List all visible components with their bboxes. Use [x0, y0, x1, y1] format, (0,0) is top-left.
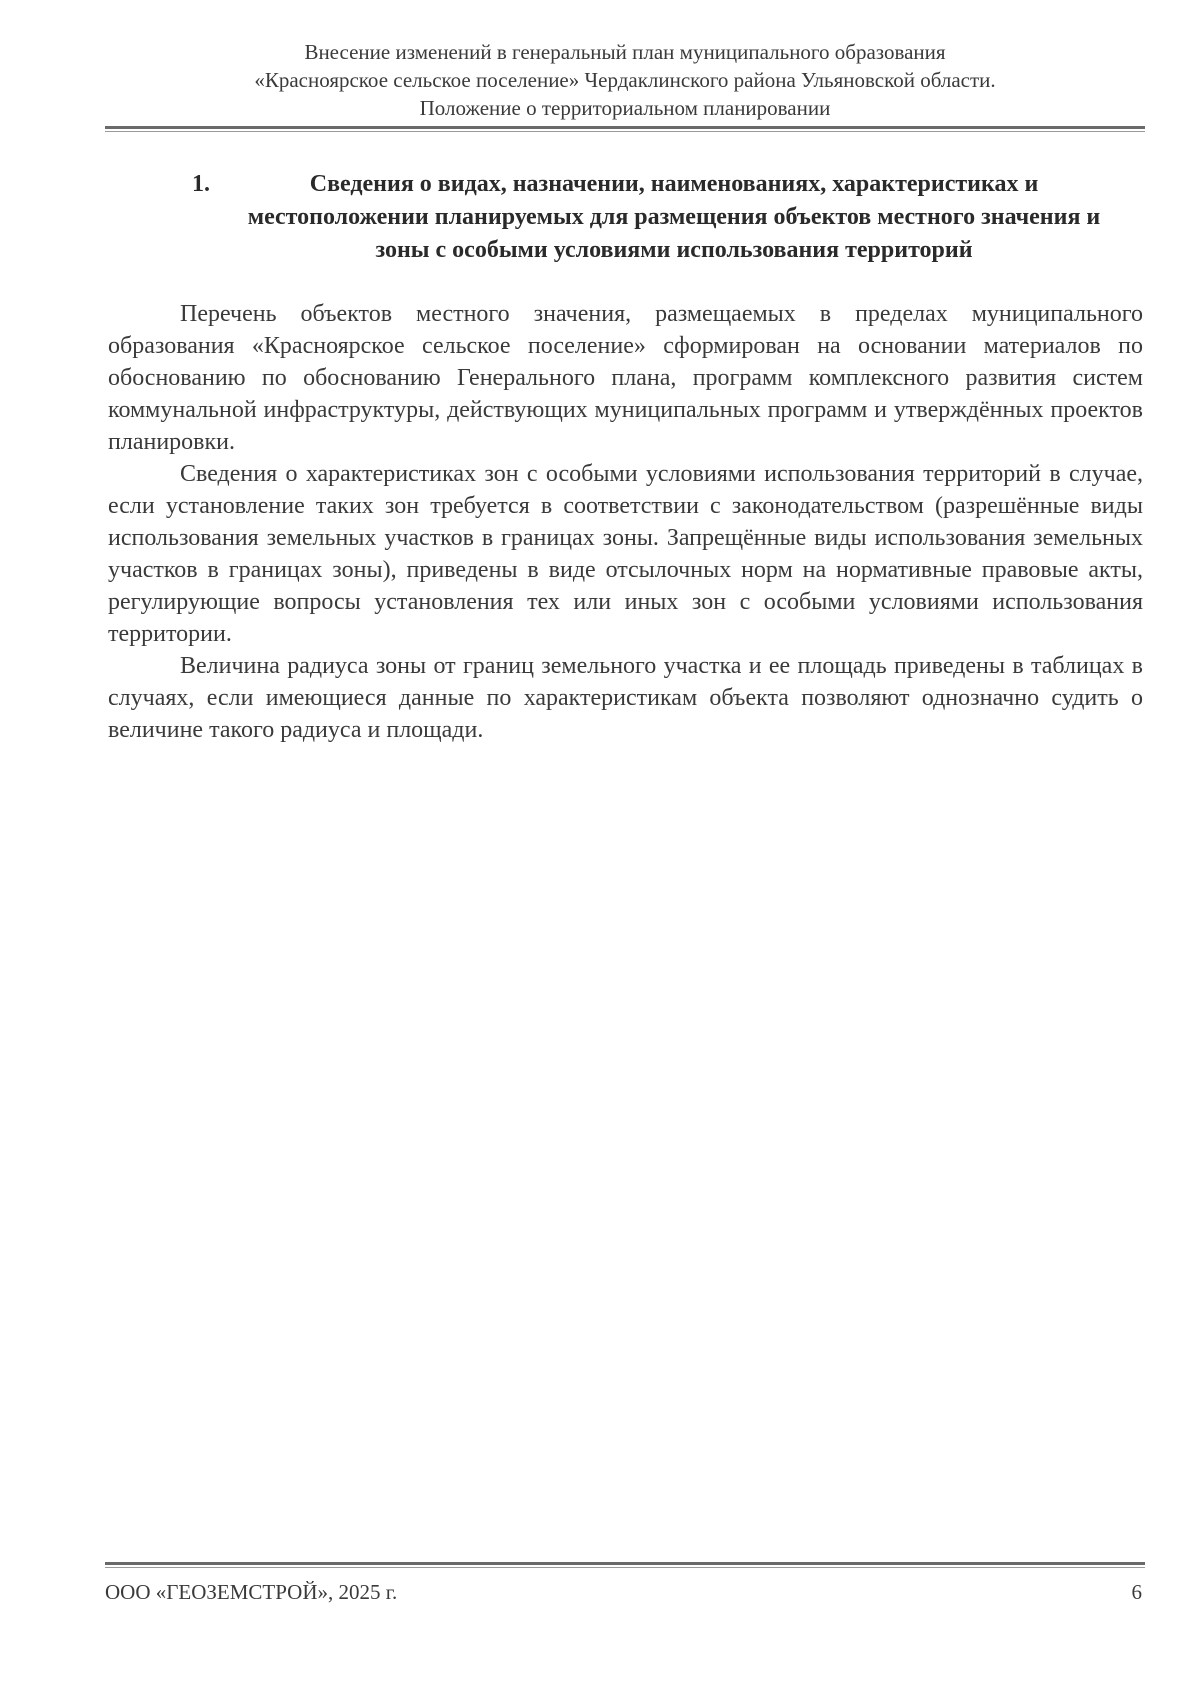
header-line-3: Положение о территориальном планировании — [419, 96, 831, 120]
header-line-2: «Красноярское сельское поселение» Чердаклинского района Ульяновской области. — [254, 68, 996, 92]
section-title: Сведения о видах, назначении, наименованиях, характеристиках и местоположении планируемых для размещения объектов местного значения и зоны с особыми условиями использования территорий — [247, 171, 1101, 263]
body-text — [108, 298, 1143, 746]
section-number: 1. — [192, 171, 210, 197]
header-line-1: Внесение изменений в генеральный план муниципального образования — [304, 40, 946, 64]
header-divider-thin — [105, 131, 1145, 132]
section-heading — [192, 168, 1122, 267]
paragraph-2: Сведения о характеристиках зон с особыми условиями использования территорий в случае, если установление таких зон требуется в соответствии с законодательством (разрешённые виды использования земельных участков в границах зоны. Запрещённые виды использования земельных участков в границах зоны), приведены в виде отсылочных норм на нормативные правовые акты, регулирующие вопросы установления тех или иных зон с особыми условиями использования территории. — [108, 461, 1143, 647]
footer-divider — [105, 1562, 1145, 1565]
page-number: 6 — [1131, 1580, 1142, 1604]
paragraph-3: Величина радиуса зоны от границ земельного участка и ее площадь приведены в таблицах в случаях, если имеющиеся данные по характеристикам объекта позволяют однозначно судить о величине такого радиуса и площади. — [108, 653, 1143, 743]
footer-divider-thin — [105, 1567, 1145, 1568]
paragraph-1: Перечень объектов местного значения, размещаемых в пределах муниципального образования «Красноярское сельское поселение» сформирован на основании материалов по обоснованию по обоснованию Генерального плана, программ комплексного развития систем коммунальной инфраструктуры, действующих муниципальных программ и утверждённых проектов планировки. — [108, 301, 1143, 455]
running-header — [105, 38, 1145, 122]
header-divider — [105, 126, 1145, 129]
footer-organization: ООО «ГЕОЗЕМСТРОЙ», 2025 г. — [105, 1580, 398, 1604]
